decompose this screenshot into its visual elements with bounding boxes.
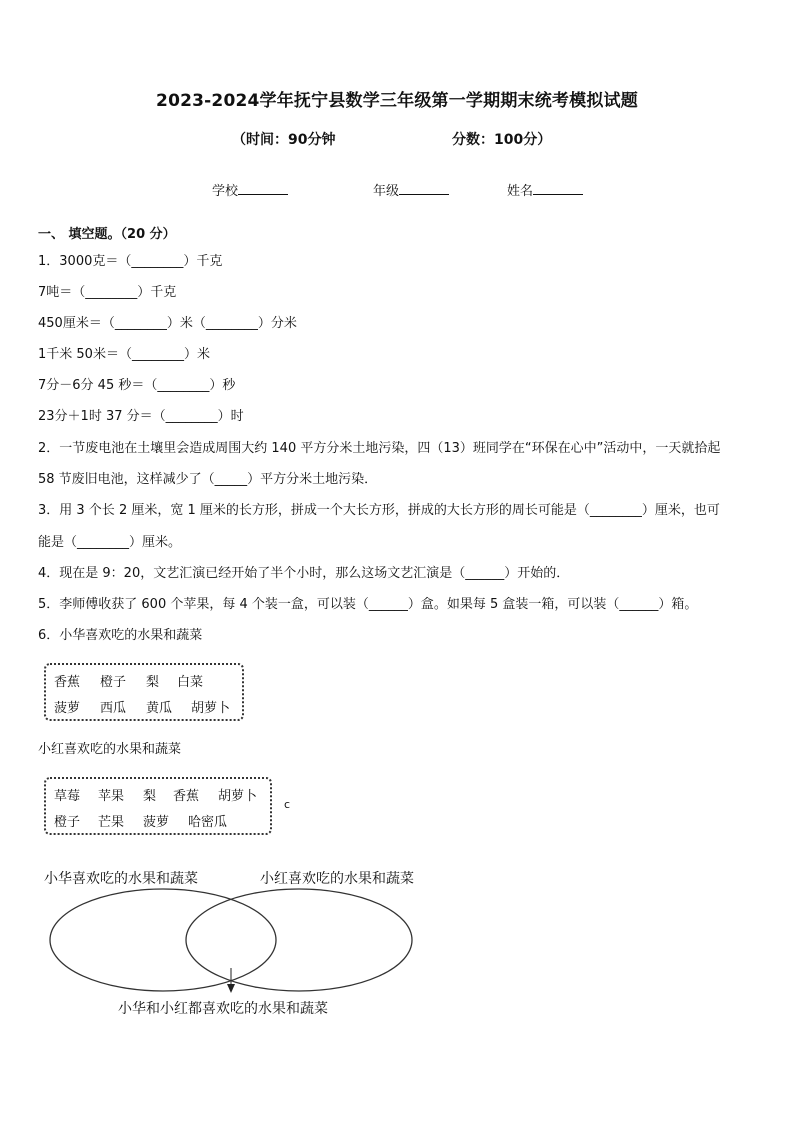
food-item: 梨 xyxy=(143,789,157,804)
question-line: 4．现在是 9：20，文艺汇演已经开始了半个小时，那么这场文艺汇演是（______）开始的． xyxy=(38,566,570,581)
food-item: 橙子 xyxy=(54,815,81,830)
venn-arrow-head xyxy=(227,984,235,993)
grade-label: 年级 xyxy=(373,184,400,199)
food-item: 苹果 xyxy=(98,789,125,804)
food-item: 菠萝 xyxy=(54,701,81,716)
food-item: 橙子 xyxy=(100,675,127,690)
exam-score: 分数：100分） xyxy=(452,132,552,148)
food-item: 胡萝卜 xyxy=(218,789,258,804)
xiaohong-label: 小红喜欢吃的水果和蔬菜 xyxy=(38,742,182,757)
school-label: 学校 xyxy=(212,184,239,199)
food-item: 哈密瓜 xyxy=(188,815,228,830)
question-line: 5．李师傅收获了 600 个苹果，每 4 个装一盒，可以装（______）盒。如果每 5 盒装一箱，可以装（______）箱。 xyxy=(38,597,698,612)
c-mark: c xyxy=(284,798,291,811)
name-label: 姓名 xyxy=(507,184,534,199)
food-item: 梨 xyxy=(146,675,160,690)
food-item: 芒果 xyxy=(98,815,125,830)
food-item: 黄瓜 xyxy=(146,701,173,716)
exam-title: 2023-2024学年抚宁县数学三年级第一学期期末统考模拟试题 xyxy=(156,91,638,111)
question-line: 23分＋1时 37 分＝（________）时 xyxy=(38,409,244,424)
food-item: 香蕉 xyxy=(173,789,200,804)
question-line: 450厘米＝（________）米（________）分米 xyxy=(38,316,297,331)
food-item: 香蕉 xyxy=(54,675,81,690)
question-line: 1千米 50米＝（________）米 xyxy=(38,347,210,362)
question-line: 7吨＝（________）千克 xyxy=(38,285,177,300)
question-line: 58 节废旧电池，这样减少了（_____）平方分米土地污染． xyxy=(38,472,378,487)
question-line: 能是（________）厘米。 xyxy=(38,535,182,550)
question-line: 7分－6分 45 秒＝（________）秒 xyxy=(38,378,236,393)
venn-right-label: 小红喜欢吃的水果和蔬菜 xyxy=(260,871,414,887)
question-line: 6．小华喜欢吃的水果和蔬菜 xyxy=(38,628,203,643)
section-heading: 一、 填空题。（20 分） xyxy=(38,227,176,242)
venn-right-ellipse xyxy=(186,889,412,991)
food-item: 草莓 xyxy=(54,789,81,804)
venn-bottom-label: 小华和小红都喜欢吃的水果和蔬菜 xyxy=(118,1001,328,1017)
food-item: 西瓜 xyxy=(100,701,127,716)
food-item: 白菜 xyxy=(177,675,204,690)
question-line: 2．一节废电池在土壤里会造成周围大约 140 平方分米土地污染，四（13）班同学在“环保在心中”活动中，一天就拾起 xyxy=(38,441,721,456)
venn-left-label: 小华喜欢吃的水果和蔬菜 xyxy=(44,871,198,887)
food-item: 胡萝卜 xyxy=(191,701,231,716)
exam-time: （时间：90分钟 xyxy=(232,132,336,148)
venn-left-ellipse xyxy=(50,889,276,991)
question-line: 1．3000克＝（________）千克 xyxy=(38,254,223,269)
food-item: 菠萝 xyxy=(143,815,170,830)
question-line: 3．用 3 个长 2 厘米，宽 1 厘米的长方形，拼成一个大长方形，拼成的大长方形的周长可能是（________）厘米，也可 xyxy=(38,503,720,518)
